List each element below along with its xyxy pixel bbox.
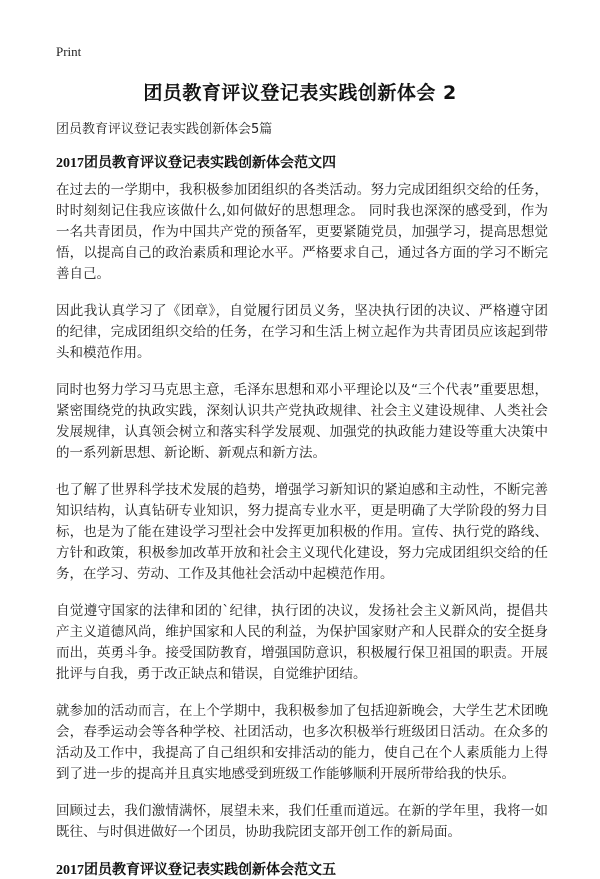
- paragraph: 因此我认真学习了《团章》，自觉履行团员义务，坚决执行团的决议、严格遵守团的纪律，完成团组织交给的任务，在学习和生活上树立起作为共青团员应该起到带头和模范作用。: [56, 303, 548, 361]
- article-body: [56, 180, 548, 879]
- paragraph: 就参加的活动而言，在上个学期中，我积极参加了包括迎新晚会，大学生艺术团晚会，春季运动会等各种学校、社团活动，也多次积极举行班级团日活动。在众多的活动及工作中，我提高了自己组织和安排活动的能力，使自己在个人素质能力上得到了进一步的提高并且真实地感受到班级工作能够顺利开展所带给我的快乐。: [56, 703, 548, 782]
- paragraph: 回顾过去，我们激情满怀，展望未来，我们任重而道远。在新的学年里，我将一如既往、与时俱进做好一个团员，协助我院团支部开创工作的新局面。: [56, 803, 548, 840]
- section-heading-1: 2017团员教育评议登记表实践创新体会范文四: [56, 156, 336, 171]
- paragraph: 在过去的一学期中，我积极参加团组织的各类活动。努力完成团组织交给的任务，时时刻刻记住我应该做什么,如何做好的思想理念。 同时我也深深的感受到，作为一名共青团员，作为中国共产党的预备军，更要紧随党员，加强学习，提高思想觉悟，以提高自己的政治素质和理论水平。严格要求自己，通过各方面的学习不断完善自己。: [56, 182, 548, 282]
- page-subtitle: 团员教育评议登记表实践创新体会5篇: [56, 122, 273, 137]
- print-link[interactable]: Print: [56, 44, 82, 59]
- paragraph: 也了解了世界科学技术发展的趋势，增强学习新知识的紧迫感和主动性，不断完善知识结构，认真钻研专业知识，努力提高专业水平，更是明确了大学阶段的努力目标，也是为了能在建设学习型社会中发挥更加积极的作用。宣传、执行党的路线、方针和政策，积极参加改革开放和社会主义现代化建设，努力完成团组织交给的任务，在学习、劳动、工作及其他社会活动中起模范作用。: [56, 482, 548, 582]
- page-title: 团员教育评议登记表实践创新体会 2: [143, 82, 457, 104]
- paragraph: 自觉遵守国家的法律和团的`纪律，执行团的决议，发扬社会主义新风尚，提倡共产主义道德风尚，维护国家和人民的利益，为保护国家财产和人民群众的安全挺身而出，英勇斗争。接受国防教育，增强国防意识，积极履行保卫祖国的职责。开展批评与自我，勇于改正缺点和错误，自觉维护团结。: [56, 603, 548, 682]
- paragraph: 同时也努力学习马克思主意，毛泽东思想和邓小平理论以及“三个代表”重要思想，紧密围绕党的执政实践，深刻认识共产党执政规律、社会主义建设规律、人类社会发展规律，认真领会树立和落实科学发展观、加强党的执政能力建设等重大决策中的一系列新思想、新论断、新观点和新方法。: [56, 382, 548, 461]
- section-heading-2: 2017团员教育评议登记表实践创新体会范文五: [56, 863, 336, 878]
